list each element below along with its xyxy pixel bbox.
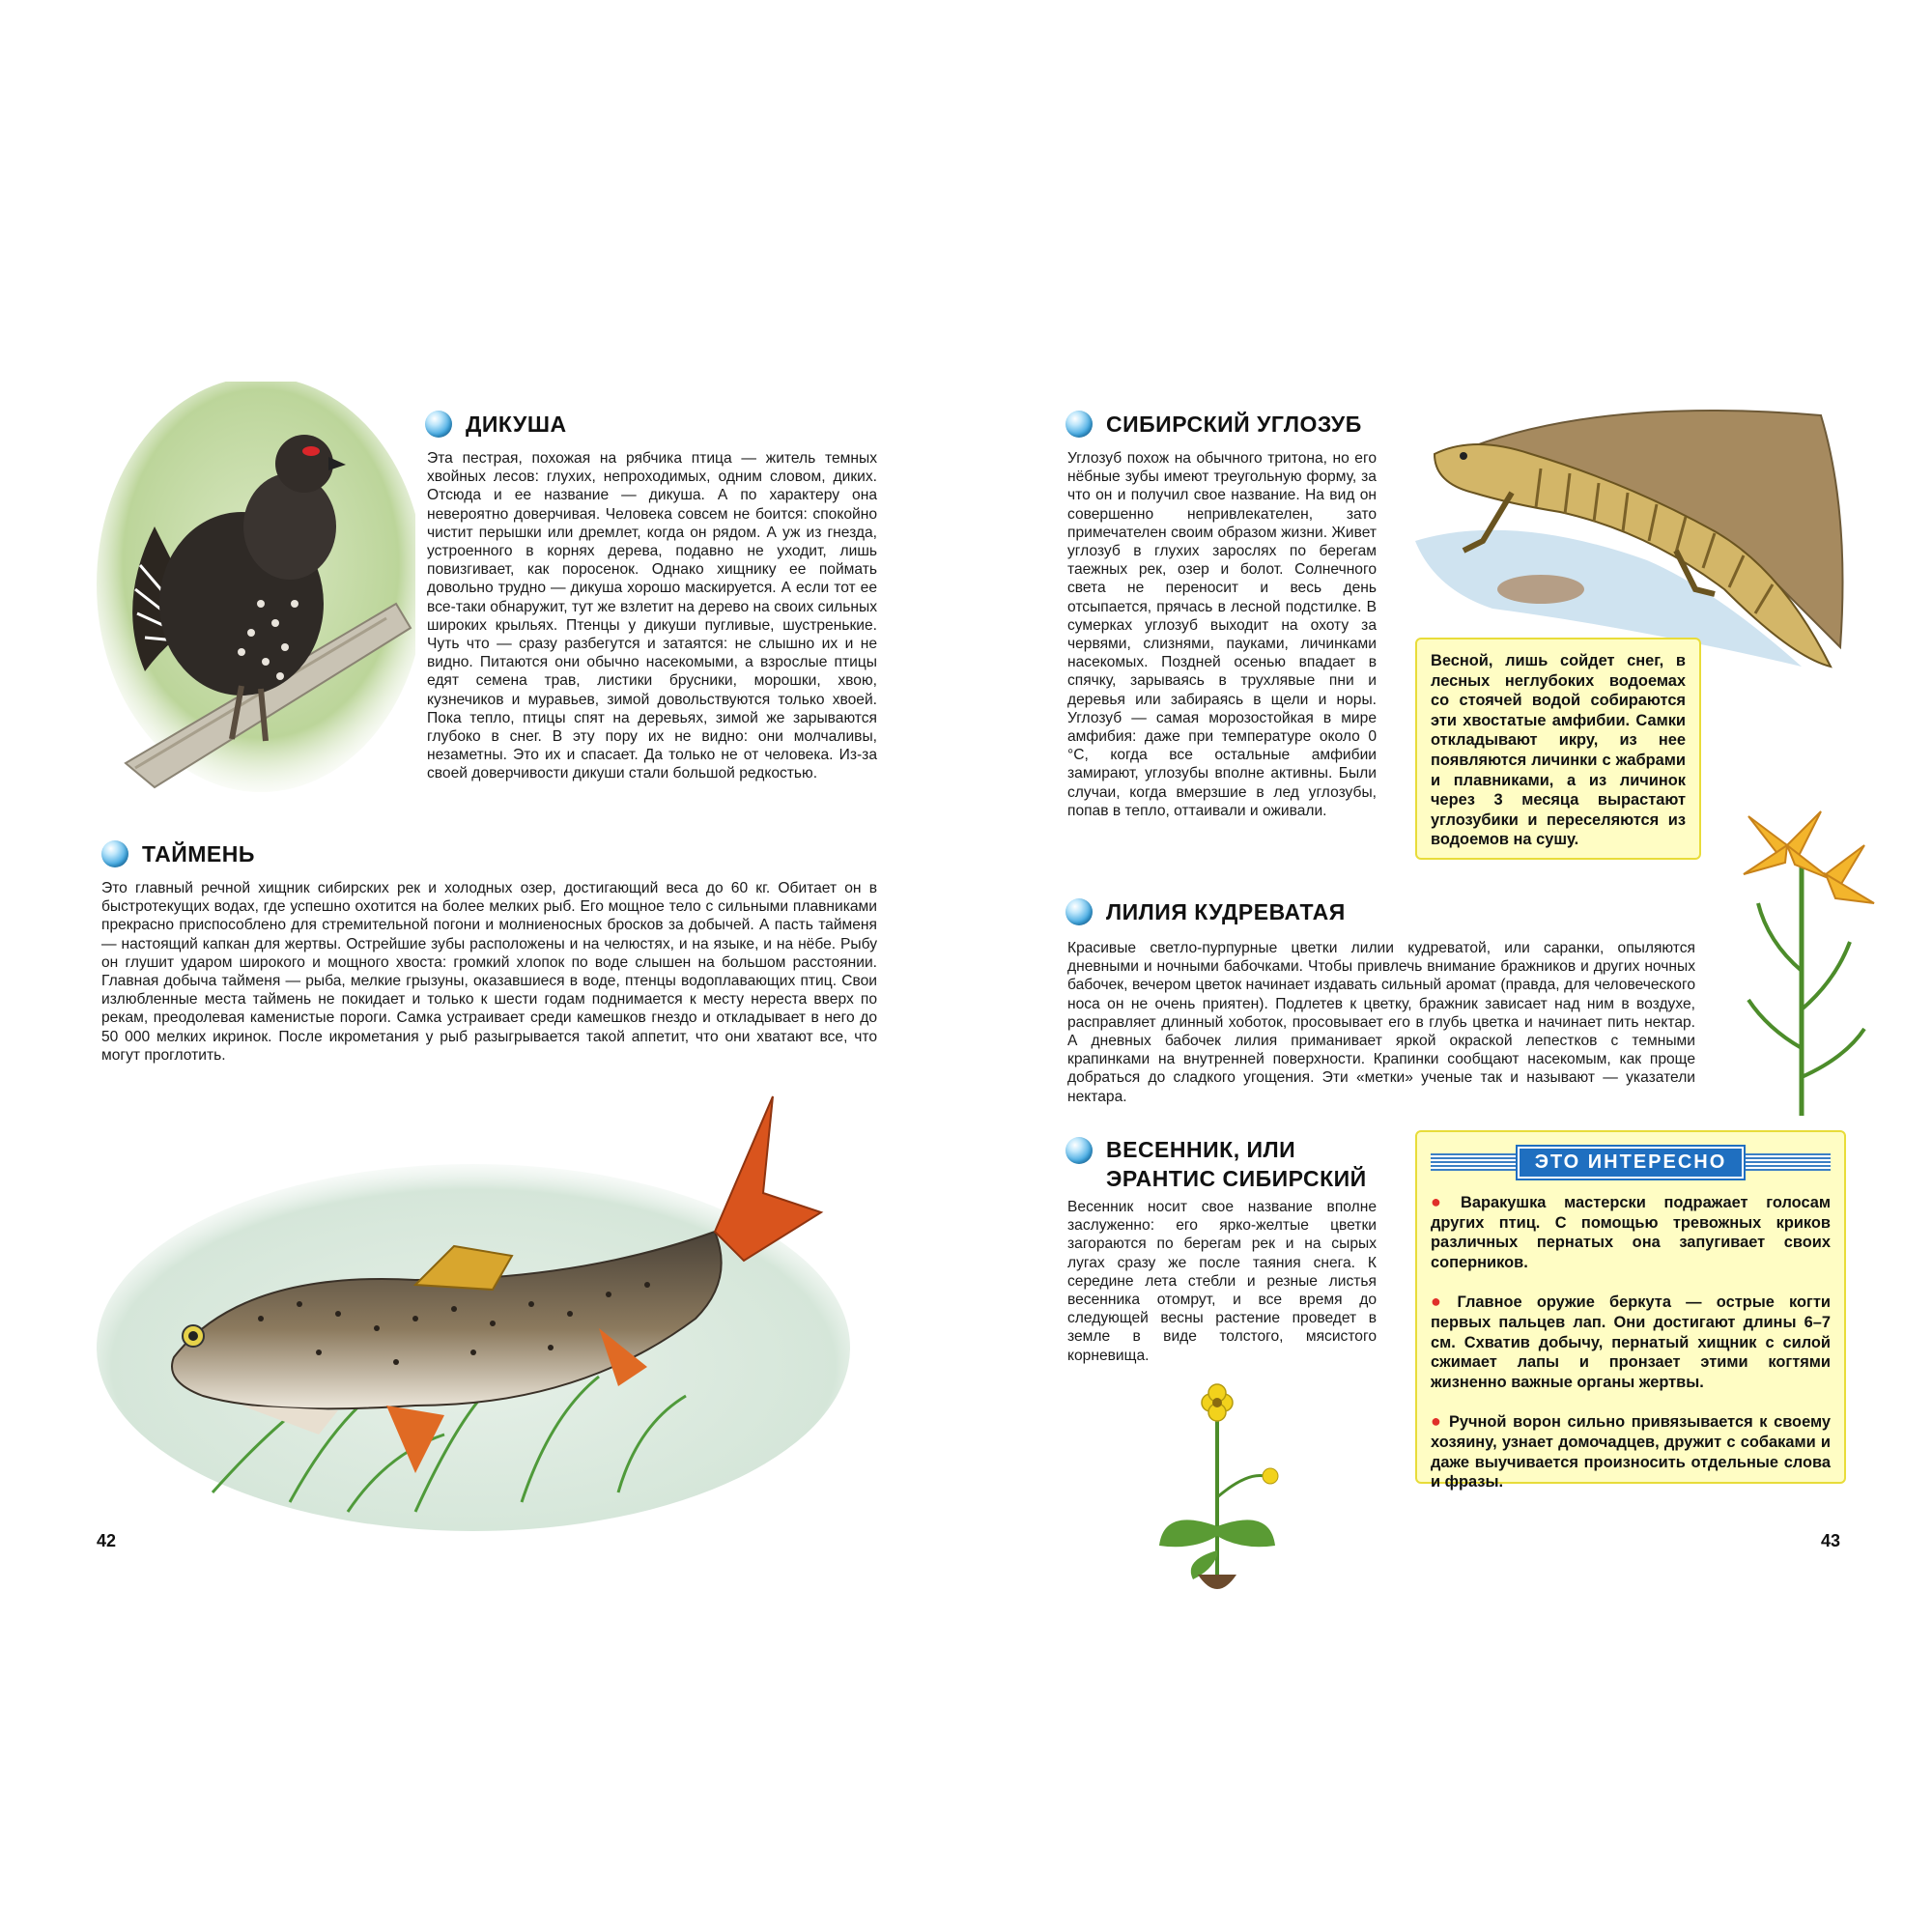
article-uglozub bbox=[1067, 449, 1377, 820]
uglozub-note-box bbox=[1415, 638, 1701, 860]
section-heading-taimen bbox=[101, 840, 255, 867]
article-vesennik-text: Весенник носит свое название вполне заслуженно: его ярко-желтые цветки загораются по берегам рек и на сырых лугах сразу же после таяния снега. К середине лета стебли и резные листья весенника отомрут, и все время до следующей весны растение проведет в земле в виде толстого, мясистого корневища. bbox=[1067, 1199, 1377, 1364]
page-number-left: 42 bbox=[97, 1531, 117, 1550]
heading-dikusha-label: ДИКУША bbox=[466, 411, 567, 437]
page-number-right: 43 bbox=[1821, 1531, 1841, 1550]
article-vesennik bbox=[1067, 1198, 1377, 1365]
red-dot-icon: ● bbox=[1431, 1411, 1443, 1432]
heading-uglozub-label: СИБИРСКИЙ УГЛОЗУБ bbox=[1106, 411, 1362, 437]
article-dikusha bbox=[427, 449, 877, 783]
article-taimen bbox=[101, 879, 877, 1065]
heading-vesennik-line1: ВЕСЕННИК, ИЛИ bbox=[1106, 1137, 1296, 1162]
article-dikusha-text: Эта пестрая, похожая на рябчика птица — житель темных хвойных лесов: глухих, непроходимых, одним словом, диких. Отсюда и ее название — дикуша. А по характеру она невероятно доверчивая. Человека совсем не боится: спокойно чистит перышки или дремлет, когда он рядом. А уж из гнезда, устроенного в корнях дерева, подавно не уходит, лишь повизгивает, как поросенок. Однако хищнику ее поймать довольно трудно — дикуша хорошо маскируется. А если тот ее все-таки обнаружит, тут же взлетит на дерево на своих сильных широких крыльях. Птенцы у дикуши пугливые, шустренькие. Чуть что — сразу разбегутся и затаятся: не слышно их и не видно. Питаются они обычно насекомыми, а взрослые птицы едят семена трав, листики брусники, морошки, хвою, кузнечиков и муравьев, зимой довольствуются только хвоей. Пока тепло, птицы спят на деревьях, зимой же зарываются глубоко в снег. В эту пору их не видно: они молчаливы, незаметны. Это их и спасает. Да только не от человека. Из-за своей доверчивости дикуши стали большой редкостью. bbox=[427, 450, 877, 782]
article-uglozub-text: Углозуб похож на обычного тритона, но его нёбные зубы имеют треугольную форму, за что он и получил свое название. На вид он совершенно непривлекателен, зато примечателен своим образом жизни. Живет углозуб в глухих зарослях по берегам таежных рек, озер и болот. Солнечного света не переносит и весь день отсыпается, прячась в лесной подстилке. В сумерках углозуб выходит на охоту за червями, слизнями, пауками, личинками насекомых. Поздней осенью впадает в спячку, зарываясь в трухлявые пни и деревья или забираясь в щели и норы. Углозуб — самая морозостойкая в мире амфибия: даже при температуре около 0 °С, когда все остальные амфибии замирают, углозубы вполне активны. Были случаи, когда вмерзшие в лед углозубы, попав в тепло, оттаивали и оживали. bbox=[1067, 450, 1377, 819]
blue-sphere-icon bbox=[1065, 1137, 1093, 1164]
blue-sphere-icon bbox=[101, 840, 128, 867]
interesting-item bbox=[1431, 1292, 1831, 1392]
interesting-banner-label: ЭТО ИНТЕРЕСНО bbox=[1518, 1147, 1745, 1179]
section-heading-vesennik bbox=[1065, 1135, 1367, 1193]
interesting-item bbox=[1431, 1192, 1831, 1272]
heading-vesennik-line2: ЭРАНТИС СИБИРСКИЙ bbox=[1106, 1166, 1367, 1191]
lily-illustration bbox=[1729, 807, 1879, 1116]
blue-sphere-icon bbox=[1065, 898, 1093, 925]
section-heading-dikusha bbox=[425, 411, 567, 438]
interesting-item bbox=[1431, 1411, 1831, 1492]
article-taimen-text: Это главный речной хищник сибирских рек и холодных озер, достигающий веса до 60 кг. Обитает он в быстротекущих водах, где успешно охотится на более мелких рыб. Его мощное тело с сильными плавниками прекрасно приспособлено для стремительной погони и молниеносных бросков за добычей. А пасть тайменя — настоящий капкан для жертвы. Острейшие зубы расположены и на челюстях, и на языке, и на нёбе. Рыбу он глушит ударом широкого и мощного хвоста: громкий хлопок по воде слышен на большом расстоянии. Главная добыча тайменя — рыба, мелкие грызуны, оказавшиеся в воде, птенцы водоплавающих птиц. Свои излюбленные места таймень не покидает и только к шести годам поднимается к месту нереста вверх по рекам, преодолевая каменистые пороги. Самка устраивает среди камешков гнездо и откладывает в него до 50 000 мелких икринок. После икрометания у рыб разыгрывается такой аппетит, что они хватают все, что могут проглотить. bbox=[101, 880, 877, 1064]
article-liliya bbox=[1067, 939, 1695, 1106]
uglozub-note-text: Весной, лишь сойдет снег, в лесных неглубоких водоемах со стоячей водой собираются эти хвостатые амфибии. Самки откладывают икру, из нее появляются личинки с жабрами и плавниками, а из личинок через 3 месяца вырастают углозубики и переселяются из водоемов на сушу. bbox=[1431, 652, 1686, 849]
interesting-facts-box bbox=[1415, 1130, 1846, 1492]
interesting-item-text: Ручной ворон сильно привязывается к своему хозяину, узнает домочадцев, дружит с собаками и даже выучивается произносить отдельные слова и фразы. bbox=[1431, 1413, 1831, 1492]
heading-liliya-label: ЛИЛИЯ КУДРЕВАТАЯ bbox=[1106, 898, 1346, 924]
blue-sphere-icon bbox=[1065, 411, 1093, 438]
section-heading-uglozub bbox=[1065, 411, 1362, 438]
interesting-item-text: Варакушка мастерски подражает голосам других птиц. С помощью тревожных криков различных пернатых она запугивает своих соперников. bbox=[1431, 1194, 1831, 1271]
interesting-banner bbox=[1431, 1146, 1831, 1179]
blue-sphere-icon bbox=[425, 411, 452, 438]
vesennik-illustration bbox=[1145, 1381, 1290, 1604]
heading-taimen-label: ТАЙМЕНЬ bbox=[142, 840, 255, 867]
grouse-illustration bbox=[97, 382, 415, 792]
red-dot-icon: ● bbox=[1431, 1192, 1456, 1211]
taimen-illustration bbox=[97, 1087, 850, 1531]
interesting-item-text: Главное оружие беркута — острые когти первых пальцев лап. Они достигают длины 6–7 см. Схватив добычу, пернатый хищник с силой сжимает лапы и пронзает этими когтями жизненно важные органы жертвы. bbox=[1431, 1293, 1831, 1391]
red-dot-icon: ● bbox=[1431, 1292, 1452, 1312]
section-heading-liliya bbox=[1065, 898, 1346, 925]
article-liliya-text: Красивые светло-пурпурные цветки лилии кудреватой, или саранки, опыляются дневными и ночными бабочками. Чтобы привлечь внимание бражников и других ночных бабочек, вечером цветок начинает издавать сильный аромат (правда, для человеческого носа он не очень приятен). Подлетев к цветку, бражник зависает над ним в воздухе, расправляет длинный хоботок, просовывает его в глубь цветка и начинает пить нектар. А дневных бабочек лилия приманивает яркой окраской лепестков с темными крапинками на внутренней поверхности. Крапинки сообщают насекомым, как проще добраться до сладкого угощения. Эти «метки» ученые так и называют — указатели нектара. bbox=[1067, 940, 1695, 1105]
